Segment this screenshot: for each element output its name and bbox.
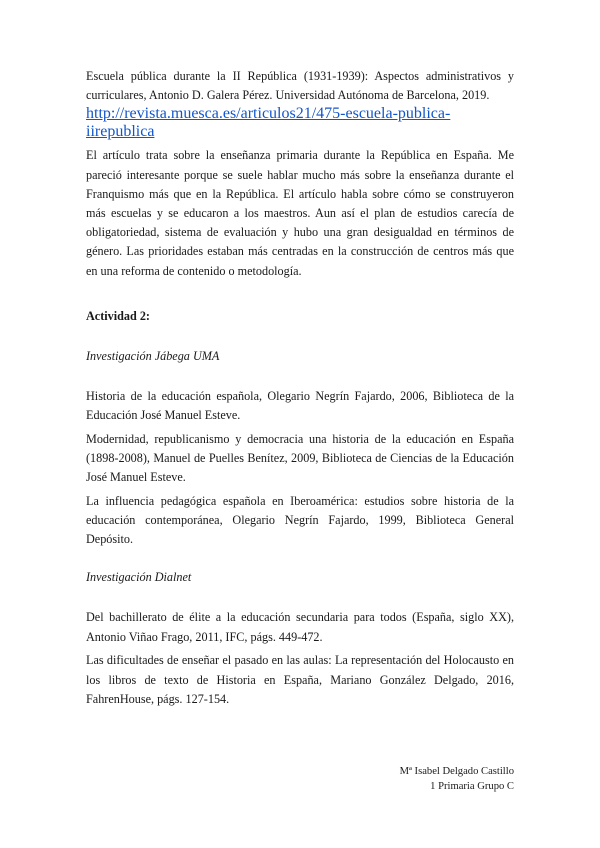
footer-author: Mª Isabel Delgado Castillo xyxy=(399,766,514,777)
jabega-entry-1: Historia de la educación española, Olegario Negrín Fajardo, 2006, Biblioteca de la Educación José Manuel Esteve. xyxy=(86,388,514,423)
jabega-entry-3: La influencia pedagógica española en Iberoamérica: estudios sobre historia de la educación contemporánea, Olegario Negrín Fajardo, 1999, Biblioteca General Depósito. xyxy=(86,493,514,547)
page-footer xyxy=(400,765,514,794)
article-citation: Escuela pública durante la II República (1931-1939): Aspectos administrativos y curriculares, Antonio D. Galera Pérez. Universidad Autónoma de Barcelona, 2019. xyxy=(86,69,514,103)
article-link[interactable]: http://revista.muesca.es/articulos21/475-escuela-publica-iirepublica xyxy=(86,105,451,141)
activity-title: Actividad 2: xyxy=(86,308,150,323)
jabega-heading: Investigación Jábega UMA xyxy=(86,348,220,363)
dialnet-heading: Investigación Dialnet xyxy=(86,570,192,585)
jabega-entry-2: Modernidad, republicanismo y democracia una historia de la educación en España (1898-2008), Manuel de Puelles Benítez, 2009, Biblioteca de Ciencias de la Educación José Manuel Esteve. xyxy=(86,431,514,485)
article-summary: El artículo trata sobre la enseñanza primaria durante la República en España. Me pareció interesante porque se suele hablar mucho más sobre la enseñanza durante el Franquismo más que en la República. El artículo habla sobre cómo se construyeron más escuelas y se educaron a los maestros. Aun así el plan de estudios carecía de obligatoriedad, sistema de evaluación y hubo una gran desigualdad en términos de género. Las prioridades estaban más centradas en la construcción de centros más que en una reforma de contenido o metodología. xyxy=(86,148,514,278)
dialnet-entry-1: Del bachillerato de élite a la educación secundaria para todos (España, siglo XX), Antonio Viñao Frago, 2011, IFC, págs. 449-472. xyxy=(86,610,514,644)
footer-group: 1 Primaria Grupo C xyxy=(430,780,514,792)
dialnet-entry-2: Las dificultades de enseñar el pasado en las aulas: La representación del Holocausto en los libros de texto de Historia en España, Mariano González Delgado, 2016, FahrenHouse, págs. 127-154. xyxy=(86,653,514,706)
document-body xyxy=(86,67,514,709)
